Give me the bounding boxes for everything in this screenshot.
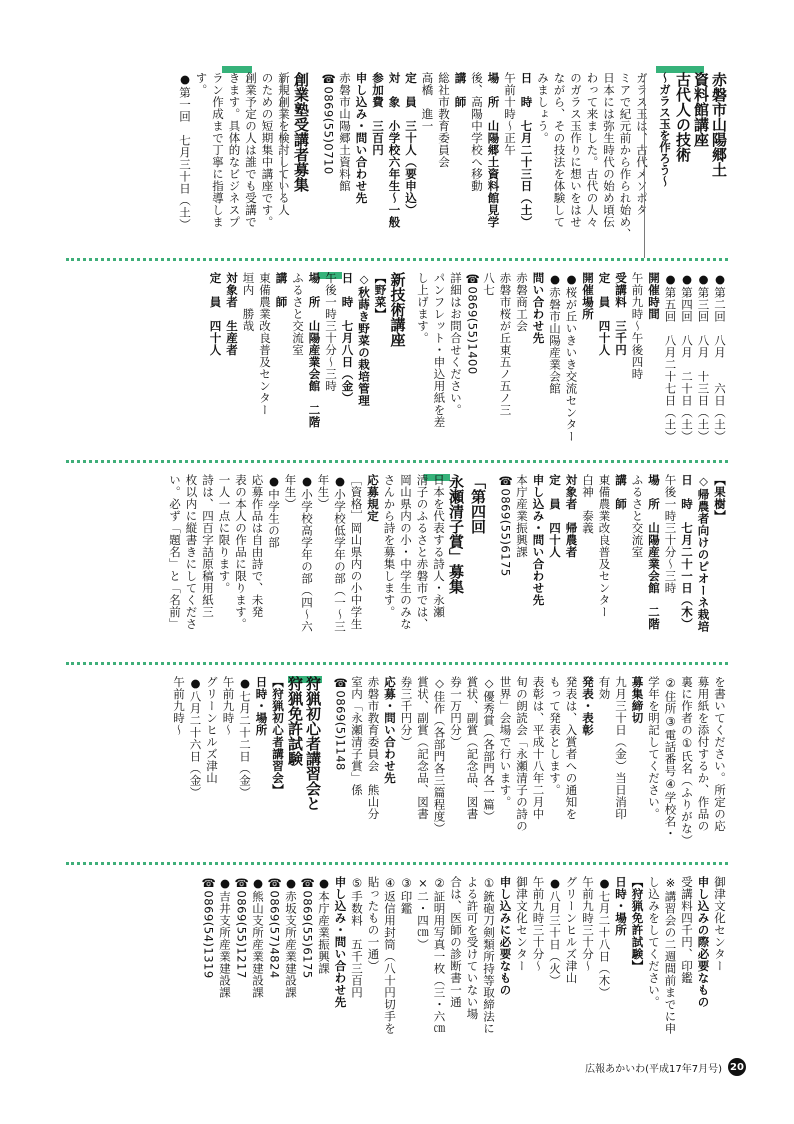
exam-text: ②証明用写真一枚（三・六㎝ xyxy=(432,876,447,1035)
tech-target: 対象者 生産者 xyxy=(225,272,239,356)
fruit-date: 日 時 七月二十一日（木） xyxy=(680,474,694,630)
seminar-column xyxy=(78,272,728,448)
museum-contact-heading: 申し込み・問い合わせ先 xyxy=(354,72,369,204)
prize-text: さんから詩を募集します。 xyxy=(382,474,397,618)
prize-text: ●中学生の部 xyxy=(267,474,281,549)
prize-text: 賞状、副賞（記念品、図書 xyxy=(465,676,480,820)
startup-text: ラン作成まで丁寧に指導しま xyxy=(211,72,225,228)
prize-text: 室内「永瀬清子賞」係 xyxy=(350,676,364,796)
prize-text: 九月三十日（金）当日消印 xyxy=(614,676,628,820)
seminar-text: し上げます。 xyxy=(416,272,430,344)
museum-title-3: 古代人の技術 xyxy=(674,72,692,162)
exam-phone: ☎0869(55)1217 xyxy=(234,876,249,979)
prize-text: もって発表とします。 xyxy=(548,676,562,796)
prize-text: 学年を明記してください。 xyxy=(647,676,661,820)
museum-text: 高橋 進一 xyxy=(420,72,435,132)
prize-text: 賞状、副賞（記念品、図書 xyxy=(416,676,430,820)
band-5 xyxy=(66,876,728,1056)
seminar-text: ●赤磐市山陽産業会館 xyxy=(548,272,562,395)
startup-text: のための短期集中講座です。 xyxy=(260,72,275,228)
exam-text: ⑤手数料 五千三百円 xyxy=(350,876,364,999)
prize-text: 世界」会場で行います。 xyxy=(498,676,513,808)
hunt-text: ●七月二十二日（金） xyxy=(238,676,252,799)
museum-fee: 参加費 三百円 xyxy=(371,72,385,156)
prize-deadline-heading: 募集締切 xyxy=(630,676,645,724)
seminar-capacity: 定 員 四十人 xyxy=(597,272,612,356)
prize-title-2: 永瀬清子賞」募集 xyxy=(447,474,465,594)
prize-text: 発表は、入賞者への通知を xyxy=(564,676,579,820)
hunt-text: ※講習会の二週間前までに申 xyxy=(663,876,678,1035)
museum-place: 場 所 山陽郷土資料館見学 xyxy=(486,72,501,228)
tech-place: 場 所 山陽産業会館 二階 xyxy=(307,272,322,428)
fruit-phone: ☎0869(55)6175 xyxy=(498,474,513,577)
seminar-venue-heading: 開催場所 xyxy=(581,272,595,320)
seminar-time-heading: 開催時間 xyxy=(647,272,661,320)
prize-text: 日本を代表する詩人・永瀬 xyxy=(432,474,446,618)
prize-text: 一人一点に限ります。 xyxy=(217,474,232,594)
prize-text: 清子のふるさと赤磐市では、 xyxy=(415,474,430,630)
exam-phone: ☎0869(54)1319 xyxy=(201,876,216,979)
dotted-separator xyxy=(66,862,728,865)
page-footer xyxy=(585,1058,746,1076)
prize-text: 券一万円分） xyxy=(449,676,463,748)
hunt-text: 午前九時～ xyxy=(221,676,236,736)
startup-title: 創業塾受講者募集 xyxy=(292,72,310,192)
exam-phone: ☎0869(57)4824 xyxy=(267,876,282,979)
exam-text: ●八月三十日（火） xyxy=(548,876,562,987)
seminar-text: ●第三回 八月 十三日（土） xyxy=(696,272,711,443)
prize-contact-heading: 応募・問い合わせ先 xyxy=(383,676,397,784)
seminar-text: パンフレット・申込用紙を差 xyxy=(432,272,447,428)
new-tech-title: 新技術講座 xyxy=(388,272,407,347)
startup-text: きます。具体的なビジネスプ xyxy=(227,72,242,228)
prize-text: 募用紙を添付するか、作品の xyxy=(696,676,711,832)
hunt-text: ●八月二十六日（金） xyxy=(188,676,203,799)
prize-text: 券三千円分） xyxy=(399,676,414,748)
startup-text: 創業予定の人は誰でも受講で xyxy=(244,72,258,228)
prize-text: ［資格］岡山県内の小中学生 xyxy=(349,474,364,630)
hunt-continued-column xyxy=(78,876,728,1056)
prize-text: 枚以内に縦書きにしてくださ xyxy=(184,474,199,630)
tech-text: 垣内 勝哉 xyxy=(241,272,256,332)
exam-phone: ☎0869(55)6175 xyxy=(300,876,315,979)
fruit-text: 午後一時三十分～三時 xyxy=(663,474,678,594)
exam-text: よる許可を受けていない場 xyxy=(465,876,480,1020)
prize-text: を書いてください。所定の応 xyxy=(713,676,727,832)
fruit-category: 【果樹】 xyxy=(713,474,727,522)
divider-line xyxy=(644,74,645,258)
exam-text: ●本庁産業振興課 xyxy=(317,876,331,975)
tech-lecturer: 講 師 xyxy=(274,272,289,308)
prize-text: 赤磐市教育委員会 熊山分 xyxy=(366,676,381,820)
prize-text: 表彰は、平成十八年二月中 xyxy=(531,676,546,820)
museum-text: ながら、その技法を体験して xyxy=(552,72,567,228)
exam-text: グリーンヒルズ津山 xyxy=(564,876,579,984)
prize-phone: ☎0869(5)1148 xyxy=(333,676,348,771)
museum-text: 総社市教育委員会 xyxy=(437,72,451,168)
museum-text: 日本には弥生時代の始め頃伝 xyxy=(602,72,616,228)
band-1 xyxy=(66,66,728,258)
hunt-text: 午前九時～ xyxy=(172,676,186,736)
page-number: 20 xyxy=(728,1058,746,1076)
tech-text: 午後一時三十分～三時 xyxy=(324,272,338,392)
fruit-text: 白神 泰義 xyxy=(581,474,595,534)
hunt-text: 受講料四千円、印鑑 xyxy=(680,876,694,984)
exam-text: ●七月二十八日（木） xyxy=(597,876,612,999)
prize-title-1: 「第四回 xyxy=(469,474,487,534)
fruit-lecturer: 講 師 xyxy=(614,474,628,510)
dotted-separator xyxy=(66,258,728,261)
fruit-topic: ◇帰農者向けのピオーネ栽培 xyxy=(696,474,711,633)
fruit-capacity: 定 員 四十人 xyxy=(548,474,562,558)
dotted-separator xyxy=(66,662,728,665)
exam-text: ●吉井支所産業建設課 xyxy=(218,876,232,999)
prize-text: い。必ず「題名」と「名前」 xyxy=(168,474,182,630)
prize-text: ●小学校高学年の部（四～六 xyxy=(300,474,314,633)
hunt-needs-heading: 申し込みの際必要なもの xyxy=(696,876,711,1008)
hunt-text: グリーンヒルズ津山 xyxy=(205,676,219,784)
prize-text: 旬の朗読会「永瀬清子の詩の xyxy=(515,676,529,832)
prize-text: 詩は、四百字詰原稿用紙三 xyxy=(201,474,215,618)
exam-text: ●赤坂支所産業建設課 xyxy=(284,876,298,999)
prize-text: ②住所③電話番号④学校名・ xyxy=(663,676,678,840)
museum-phone: ☎0869(55)0710 xyxy=(321,72,336,175)
hunt-text: 御津文化センター xyxy=(713,876,727,972)
tech-text: 東備農業改良普及センター xyxy=(258,272,272,416)
hunt-schedule-heading: 日時・場所 xyxy=(254,676,269,736)
fruit-contact-heading: 申し込み・問い合わせ先 xyxy=(531,474,546,606)
exam-text: 貼ったもの一通） xyxy=(366,876,381,972)
hunt-title-2: 狩猟免許試験 xyxy=(286,676,304,766)
tech-category: 【野菜】 xyxy=(373,272,388,320)
hunt-course-heading: 【狩猟初心者講習会】 xyxy=(271,676,285,796)
startup-text: 新規創業を検討している人 xyxy=(277,72,291,216)
band-3 xyxy=(66,474,728,650)
prize-text: 裏に作者の①氏名（ふりがな） xyxy=(680,676,694,847)
fruit-target: 対象者 帰農者 xyxy=(564,474,579,558)
seminar-phone: ☎0869(55)1400 xyxy=(465,272,480,375)
museum-capacity: 定 員 三十人（要申込） xyxy=(404,72,418,216)
prize-text: ◇優秀賞（各部門各一篇） xyxy=(482,676,496,823)
museum-subtitle: ～ガラス玉を作ろう～ xyxy=(658,72,672,187)
fruit-place: 場 所 山陽産業会館 二階 xyxy=(647,474,661,630)
seminar-fee: 受講料 三千円 xyxy=(614,272,628,356)
museum-target: 対 象 小学校六年生～一般 xyxy=(387,72,402,228)
museum-text: のガラス玉作りに想いをはせ xyxy=(569,72,583,228)
museum-title-1: 赤磐市山陽郷土 xyxy=(710,72,728,177)
seminar-text: ●桜が丘いきいき交流センター xyxy=(564,272,579,443)
exam-text: 御津文化センター xyxy=(515,876,529,972)
tech-topic: ◇秋蒔き野菜の栽培管理 xyxy=(357,272,371,407)
seminar-text: 赤磐市桜が丘東五ノ五ノ三 xyxy=(498,272,513,416)
museum-title-2: 資料館講座 xyxy=(692,72,710,147)
hunt-title-1: 狩猟初心者講習会と xyxy=(304,676,322,811)
tech-text: ふるさと交流室 xyxy=(291,272,305,356)
museum-text: 赤磐市山陽郷土資料館 xyxy=(338,72,352,192)
seminar-text: 午前九時～午後四時 xyxy=(630,272,645,380)
exam-text: ×二・四㎝） xyxy=(416,876,430,951)
museum-text: ガラス玉は、古代メソポタ xyxy=(635,72,649,216)
divider-line xyxy=(282,74,283,198)
band-4 xyxy=(66,676,728,852)
seminar-text: ●第五回 八月二十七日（土） xyxy=(663,272,678,443)
exam-needs-heading: 申し込みに必要なもの xyxy=(498,876,513,996)
exam-text: ①銃砲刀剣類所持等取締法に xyxy=(482,876,496,1035)
fruit-column xyxy=(78,474,728,650)
prize-text: 年生） xyxy=(283,474,298,510)
museum-lecturer: 講 師 xyxy=(453,72,468,108)
prize-continued-column xyxy=(78,676,728,852)
museum-text: 午前十時～正午 xyxy=(503,72,517,156)
band-2 xyxy=(66,272,728,448)
exam-text: 午前九時三十分～ xyxy=(531,876,546,972)
seminar-contact-heading: 問い合わせ先 xyxy=(531,272,546,344)
museum-text: わって来ました。古代の人々 xyxy=(585,72,600,228)
seminar-text: ●第二回 八月 六日（土） xyxy=(713,272,727,443)
startup-text: す。 xyxy=(194,72,209,96)
exam-text: ③印鑑 xyxy=(399,876,414,915)
prize-text: 有効 xyxy=(597,676,612,700)
publication-label: 広報あかいわ(平成17年7月号) xyxy=(585,1063,722,1075)
prize-rules-heading: 応募規定 xyxy=(366,474,380,522)
exam-text: 合は、医師の診断書一通 xyxy=(449,876,463,1008)
prize-text: 年生） xyxy=(316,474,331,510)
museum-text: みましょう。 xyxy=(536,72,550,144)
museum-text: ミアで紀元前から作られ始め、 xyxy=(618,72,633,240)
seminar-text: 赤磐商工会 xyxy=(515,272,529,332)
exam-text: 午前九時三十分～ xyxy=(581,876,595,972)
fruit-text: 東備農業改良普及センター xyxy=(597,474,612,618)
museum-lecture-column xyxy=(78,72,728,258)
startup-text: ●第一回 七月三十日（土） xyxy=(178,72,192,231)
exam-text: ●熊山支所産業建設課 xyxy=(251,876,265,999)
museum-text: 後、高陽中学校へ移動 xyxy=(470,72,484,192)
prize-text: ◇佳作（各部門各三篇程度） xyxy=(432,676,447,835)
seminar-text: 詳細はお問合せください。 xyxy=(449,272,463,416)
hunt-text: し込みをしてください。 xyxy=(647,876,661,1008)
seminar-text: ●第四回 八月 二十日（土） xyxy=(680,272,694,443)
prize-text: 表の本人の作品に限ります。 xyxy=(234,474,248,630)
exam-text: ④返信用封筒（八十円切手を xyxy=(383,876,397,1035)
prize-text: 応募作品は自由詩で、未発 xyxy=(250,474,265,618)
tech-capacity: 定 員 四十人 xyxy=(208,272,223,356)
dotted-separator xyxy=(66,460,728,463)
seminar-text: 八七 xyxy=(482,272,496,296)
prize-announce-heading: 発表・表彰 xyxy=(581,676,595,736)
exam-schedule-heading: 日時・場所 xyxy=(614,876,628,936)
exam-contact-heading: 申し込み・問い合わせ先 xyxy=(333,876,348,1008)
prize-text: ●小学校低学年の部（一～三 xyxy=(333,474,347,633)
fruit-text: 本庁産業振興課 xyxy=(515,474,529,558)
museum-date: 日 時 七月二十三日（土） xyxy=(519,72,534,228)
exam-heading: 【狩猟免許試験】 xyxy=(630,876,645,972)
tech-date: 日 時 七月八日（金） xyxy=(340,272,355,404)
prize-text: 岡山県内の小・中学生のみな xyxy=(399,474,413,630)
fruit-text: ふるさと交流室 xyxy=(630,474,645,558)
